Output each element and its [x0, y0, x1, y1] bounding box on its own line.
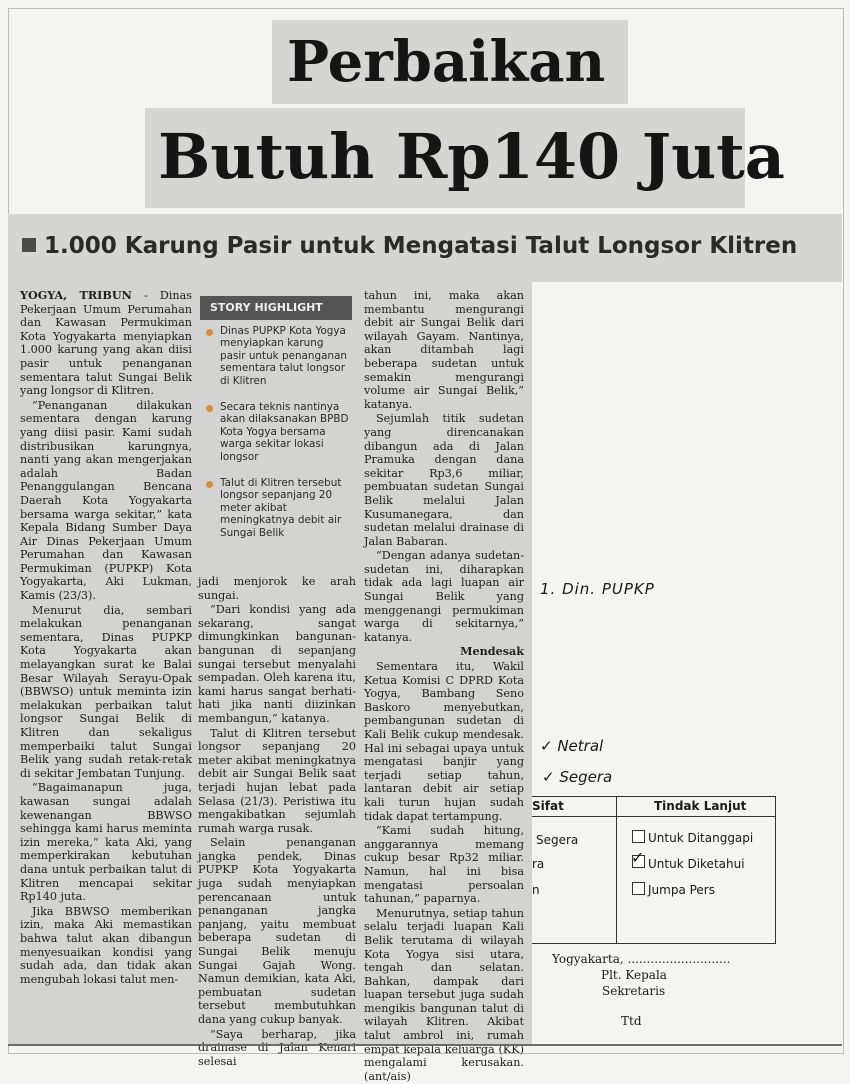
- column2-paragraph-2: “Dari kondisi yang ada sekarang, sangat dimungkinkan bangunan-bangunan di sepanjang sungai tersebut menyalahi sempadan. Oleh karena itu, kami harus sangat berhati-hati jika nanti diizinkan membangun,” katanya.: [198, 603, 356, 725]
- story-highlight-item: Dinas PUPKP Kota Yogya menyiapkan karung pasir untuk penanganan sementara talut longsor di Klitren: [220, 325, 348, 387]
- highlight-bullet-icon: [206, 405, 213, 412]
- column1-paragraph-5: Jika BBWSO memberikan izin, maka Aki memastikan bahwa talut akan dibangun menyesuaikan kondisi yang sudah ada, dan tidak akan mengubah lokasi talut men-: [20, 904, 192, 986]
- column3-paragraph-3: “Dengan adanya sudetan-sudetan ini, diharapkan tidak ada lagi luapan air Sungai Belik yang menggenangi permukiman warga di sekitarnya,” katanya.: [364, 549, 524, 644]
- column1-paragraph-1: - Dinas Pekerjaan Umum Perumahan dan Kawasan Permukiman Kota Yogyakarta menyiapkan 1.000 karung yang akan diisi pasir untuk penanganan sementara talut Sungai Belik yang longsor di Klitren.: [20, 289, 192, 398]
- column3-paragraph-5: “Kami sudah hitung, anggarannya memang cukup besar Rp32 miliar. Namun, hal ini bisa mengatasi persoalan tahunan,” paparnya.: [364, 824, 524, 906]
- form-table-divider: [616, 796, 617, 944]
- handwritten-note-disposition: 1. Din. PUPKP: [540, 580, 655, 598]
- article-column-3: [364, 289, 524, 1084]
- signer-title-2: Sekretaris: [602, 984, 666, 998]
- form-sifat-item: ra: [532, 857, 545, 871]
- checkbox-jumpa-pers[interactable]: [632, 882, 645, 895]
- form-sifat-item: Segera: [536, 833, 579, 847]
- highlight-bullet-icon: [206, 329, 213, 336]
- signer-title-1: Plt. Kepala: [601, 968, 667, 982]
- label-untuk-ditanggapi: Untuk Ditanggapi: [648, 831, 754, 845]
- column2-paragraph-1: jadi menjorok ke arah sungai.: [198, 575, 356, 602]
- headline-line-1: Perbaikan: [287, 29, 606, 95]
- column3-paragraph-4: Sementara itu, Wakil Ketua Komisi C DPRD Kota Yogya, Bambang Seno Baskoro menyebutkan, pembangunan sudetan di Kali Belik cukup mendesak. Hal ini sebagai upaya untuk mengatasi banjir yang terjadi setiap tahun, lantaran debit air setiap kali turun hujan sudah tidak dapat tertampung.: [364, 660, 524, 823]
- column1-paragraph-4: “Bagaimanapun juga, kawasan sungai adalah kewenangan BBWSO sehingga kami harus meminta izin mereka,” kata Aki, yang memperkirakan kebutuhan dana untuk perbaikan talut di Klitren mencapai sekitar Rp140 juta.: [20, 781, 192, 904]
- story-highlight-item: Talut di Klitren tersebut longsor sepanjang 20 meter akibat meningkatnya debit air Sungai Belik: [220, 477, 342, 539]
- handwritten-note-segera: ✓ Segera: [542, 768, 613, 786]
- column1-paragraph-3: Menurut dia, sembari melakukan penanganan sementara, Dinas PUPKP Kota Yogyakarta akan melayangkan surat ke Balai Besar Wilayah Serayu-Opak (BBWSO) untuk meminta izin melakukan perbaikan talut longsor Sungai Belik di Klitren dan sekaligus memperbaiki talut Sungai Belik yang sudah retak-retak di sekitar Jembatan Tunjung.: [20, 603, 192, 780]
- article-column-1: [20, 289, 192, 987]
- form-table-header-border: [532, 816, 776, 817]
- signature-ttd: Ttd: [621, 1014, 642, 1028]
- form-header-sifat: Sifat: [532, 799, 564, 813]
- column3-paragraph-1: tahun ini, maka akan membantu mengurangi debit air Sungai Belik dari wilayah Gayam. Nantinya, akan ditambah lagi beberapa sudetan untuk semakin mengurangi volume air Sungai Belik,” katanya.: [364, 289, 524, 411]
- label-jumpa-pers: Jumpa Pers: [648, 883, 715, 897]
- form-header-tindak-lanjut: Tindak Lanjut: [654, 799, 747, 813]
- highlight-bullet-icon: [206, 481, 213, 488]
- section-subtitle: Mendesak: [460, 644, 524, 659]
- column3-paragraph-2: Sejumlah titik sudetan yang direncanakan dibangun ada di Jalan Pramuka dengan dana sekitar Rp3,6 miliar, pembuatan sudetan Sungai Belik melalui Jalan Kusumanegara, dan sudetan melalui drainase di Jalan Babaran.: [364, 412, 524, 548]
- story-highlight-title: STORY HIGHLIGHT: [200, 296, 352, 320]
- place-date-line: Yogyakarta, ...........................: [552, 952, 731, 966]
- handwritten-note-netral: ✓ Netral: [540, 737, 604, 755]
- form-table-top-border: [532, 796, 776, 797]
- headline-line-2: Butuh Rp140 Juta: [158, 120, 785, 193]
- form-table-bottom-border: [532, 943, 776, 944]
- article-column-2: [198, 575, 356, 1069]
- subheadline: 1.000 Karung Pasir untuk Mengatasi Talut Longsor Klitren: [44, 233, 798, 259]
- column1-paragraph-2: “Penanganan dilakukan sementara dengan karung yang diisi pasir. Kami sudah distribusikan karungnya, nanti yang akan mengerjakan adalah Badan Penanggulangan Bencana Daerah Kota Yogyakarta bersama warga sekitar,” kata Kepala Bidang Sumber Daya Air Dinas Pekerjaan Umum Perumahan dan Kawasan Permukiman (PUPKP) Kota Yogyakarta, Aki Lukman, Kamis (23/3).: [20, 398, 192, 603]
- column3-paragraph-6: Menurutnya, setiap tahun selalu terjadi luapan Kali Belik terutama di wilayah Kota Yogya sisi utara, tengah dan selatan. Bahkan, dampak dari luapan tersebut juga sudah mengikis bangunan talut di wilayah Klitren. Akibat talut ambrol ini, rumah empat kepala keluarga (KK) mengalami kerusakan. (ant/ais): [364, 906, 524, 1083]
- checkbox-untuk-ditanggapi[interactable]: [632, 830, 645, 843]
- checkmark-icon: ✓: [631, 848, 645, 867]
- story-highlight-item: Secara teknis nantinya akan dilaksanakan BPBD Kota Yogya bersama warga sekitar lokasi longsor: [220, 401, 349, 463]
- subheadline-bullet-icon: [22, 238, 36, 252]
- column2-paragraph-4: Selain penanganan jangka pendek, Dinas PUPKP Kota Yogyakarta juga sudah menyiapkan perencanaan untuk penanganan jangka panjang, yaitu membuat beberapa sudetan di Sungai Belik menuju Sungai Gajah Wong. Namun demikian, kata Aki, pembuatan sudetan tersebut membutuhkan dana yang cukup banyak.: [198, 836, 356, 1026]
- form-sifat-item: n: [532, 883, 540, 897]
- byline: YOGYA, TRIBUN: [20, 288, 132, 302]
- bottom-rule: [8, 1044, 842, 1046]
- column2-paragraph-3: Talut di Klitren tersebut longsor sepanjang 20 meter akibat meningkatnya debit air Sungai Belik saat terjadi hujan lebat pada Selasa (21/3). Peristiwa itu mengakibatkan sejumlah rumah warga rusak.: [198, 726, 356, 835]
- column2-paragraph-5: “Saya berharap, jika drainase di Jalan Kenari selesai: [198, 1027, 356, 1068]
- form-table-right-border: [775, 796, 776, 944]
- label-untuk-diketahui: Untuk Diketahui: [648, 857, 745, 871]
